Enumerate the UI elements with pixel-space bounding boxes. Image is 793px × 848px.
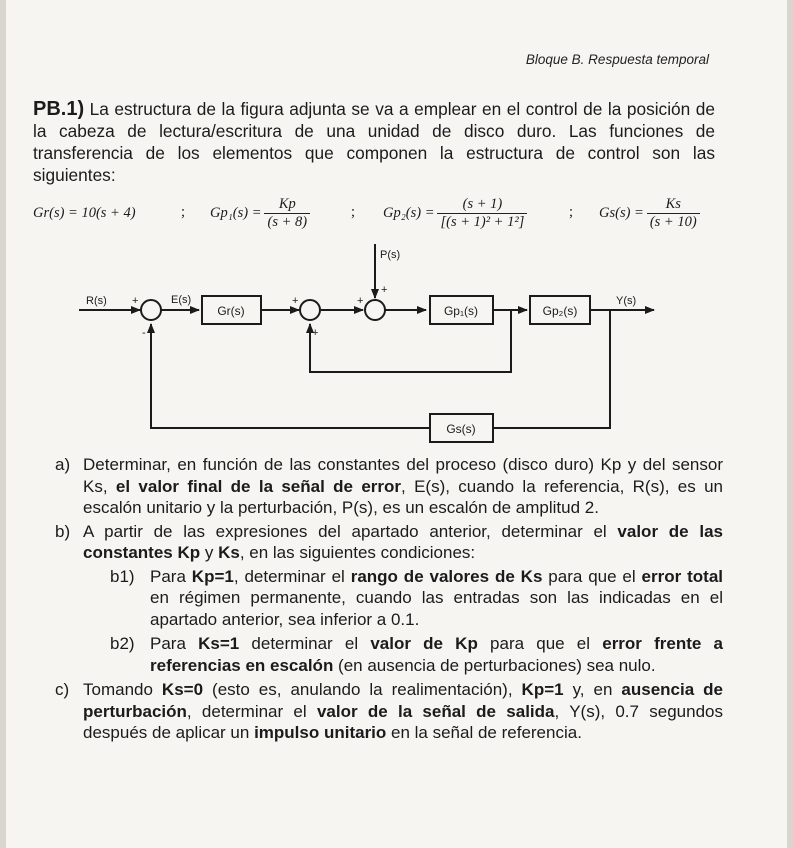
emphasis-text: rango de valores de Ks <box>350 566 543 586</box>
question-text: determinar el <box>239 634 371 653</box>
sign-minus: - <box>142 327 146 339</box>
emphasis-text: impulso unitario <box>254 723 387 742</box>
formula-gp2-numerator: (s + 1) <box>462 195 503 212</box>
section-header: Bloque B. Respuesta temporal <box>525 52 709 67</box>
emphasis-text: el valor final de la señal de error <box>115 476 402 496</box>
emphasis-text: Ks=0 <box>161 680 204 699</box>
formula-gr-text: Gr(s) = 10(s + 4) <box>33 204 136 221</box>
emphasis-text: Ks=1 <box>198 634 240 653</box>
question-text: A partir de las expresiones del apartado anterior, determinar el <box>83 521 618 541</box>
question-list <box>33 454 723 746</box>
sub-question <box>33 633 723 676</box>
block-gp2-label: Gp₂(s) <box>542 304 578 318</box>
formula-gs-fraction <box>647 196 700 231</box>
question-item <box>33 521 723 564</box>
formula-gp1-fraction <box>264 196 310 231</box>
emphasis-text: ausencia de perturbación <box>83 680 723 721</box>
emphasis-text: Kp=1 <box>191 566 234 586</box>
signal-p-label: P(s) <box>380 249 401 261</box>
formula-gp2-denominator: [(s + 1)² + 1²] <box>437 213 527 231</box>
signal-y-label: Y(s) <box>616 295 637 307</box>
document-page <box>6 0 787 848</box>
formula-gp1-denominator: (s + 8) <box>264 213 310 231</box>
question-text: , determinar el <box>186 701 317 721</box>
question-text: Determinar, en función de las constantes del proceso (disco duro) Kp y del sensor Ks, <box>83 455 723 496</box>
question-text: (esto es, anulando la realimentación), <box>203 680 522 699</box>
problem-id: PB.1) <box>33 98 85 120</box>
emphasis-text: error frente a referencias en escalón <box>150 634 723 675</box>
emphasis-text: valor de Kp <box>370 634 478 653</box>
problem-statement <box>33 98 715 186</box>
question-marker: b2) <box>110 634 135 653</box>
question-text: en régimen permanente, cuando las entradas son las indicadas en el apartado anterior, sea inferior a 0.1. <box>150 588 723 629</box>
block-gs-label: Gs(s) <box>446 422 476 436</box>
question-text: para que el <box>477 634 603 653</box>
question-text: Tomando <box>83 680 162 699</box>
sign-plus: + <box>132 295 139 307</box>
formula-gs-numerator: Ks <box>665 195 681 212</box>
formula-gp1 <box>210 193 310 233</box>
outer-feedback-line <box>151 324 430 428</box>
separator: ; <box>569 204 574 220</box>
block-gp1-label: Gp₁(s) <box>443 304 479 318</box>
question-text: para que el <box>542 566 642 586</box>
formula-gr <box>33 193 136 233</box>
question-marker: b) <box>55 521 71 541</box>
emphasis-text: error total <box>641 566 723 586</box>
separator: ; <box>181 204 186 220</box>
question-text: y, en <box>563 680 622 699</box>
emphasis-text: valor de las constantes Kp <box>83 521 723 562</box>
emphasis-text: Kp=1 <box>521 680 564 699</box>
sign-plus: + <box>381 284 388 296</box>
sign-plus: + <box>312 327 319 339</box>
question-text: , E(s), cuando la referencia, R(s), es un escalón unitario y la perturbación, P(s), es un escalón de amplitud 2. <box>83 476 723 517</box>
emphasis-text: Ks <box>218 543 240 562</box>
question-text: Para <box>150 566 192 586</box>
sign-plus: + <box>292 295 299 307</box>
summing-junction-disturbance <box>365 300 385 320</box>
question-text: en la señal de referencia. <box>386 723 582 742</box>
sub-question <box>33 566 723 631</box>
summing-junction-inner <box>300 300 320 320</box>
block-diagram <box>6 238 787 450</box>
summing-junction-error <box>141 300 161 320</box>
question-text: , Y(s), 0.7 segundos después de aplicar un <box>83 701 723 742</box>
block-gr-label: Gr(s) <box>217 304 245 318</box>
question-marker: b1) <box>110 566 135 586</box>
formula-gp2-lhs: Gp₂(s) = <box>383 204 435 221</box>
separator: ; <box>351 204 356 220</box>
formula-gp1-lhs: Gp₁(s) = <box>210 204 262 221</box>
formula-gs-lhs: Gs(s) = <box>599 204 644 221</box>
question-text: (en ausencia de perturbaciones) sea nulo. <box>333 655 656 675</box>
signal-e-label: E(s) <box>171 294 192 306</box>
question-text: y <box>200 543 219 562</box>
question-marker: a) <box>55 455 71 474</box>
formula-gp1-numerator: Kp <box>278 195 296 212</box>
question-text: , en las siguientes condiciones: <box>239 543 476 562</box>
question-marker: c) <box>55 680 70 699</box>
formula-gs-denominator: (s + 10) <box>647 213 700 231</box>
question-item <box>33 454 723 519</box>
question-item <box>33 679 723 744</box>
transfer-functions <box>33 193 723 233</box>
signal-r-label: R(s) <box>86 295 107 307</box>
emphasis-text: valor de la señal de salida <box>316 701 555 721</box>
question-text: Para <box>150 634 199 653</box>
formula-gs <box>599 193 700 233</box>
sign-plus: + <box>357 295 364 307</box>
formula-gp2-fraction <box>437 196 527 231</box>
question-text: , determinar el <box>233 566 351 586</box>
problem-intro: La estructura de la figura adjunta se va a emplear en el control de la posición de la cabeza de lectura/escritura de una unidad de disco duro. Las funciones de transferencia de los elementos que componen la estructura de control son las siguientes: <box>33 99 715 185</box>
formula-gp2 <box>383 193 527 233</box>
